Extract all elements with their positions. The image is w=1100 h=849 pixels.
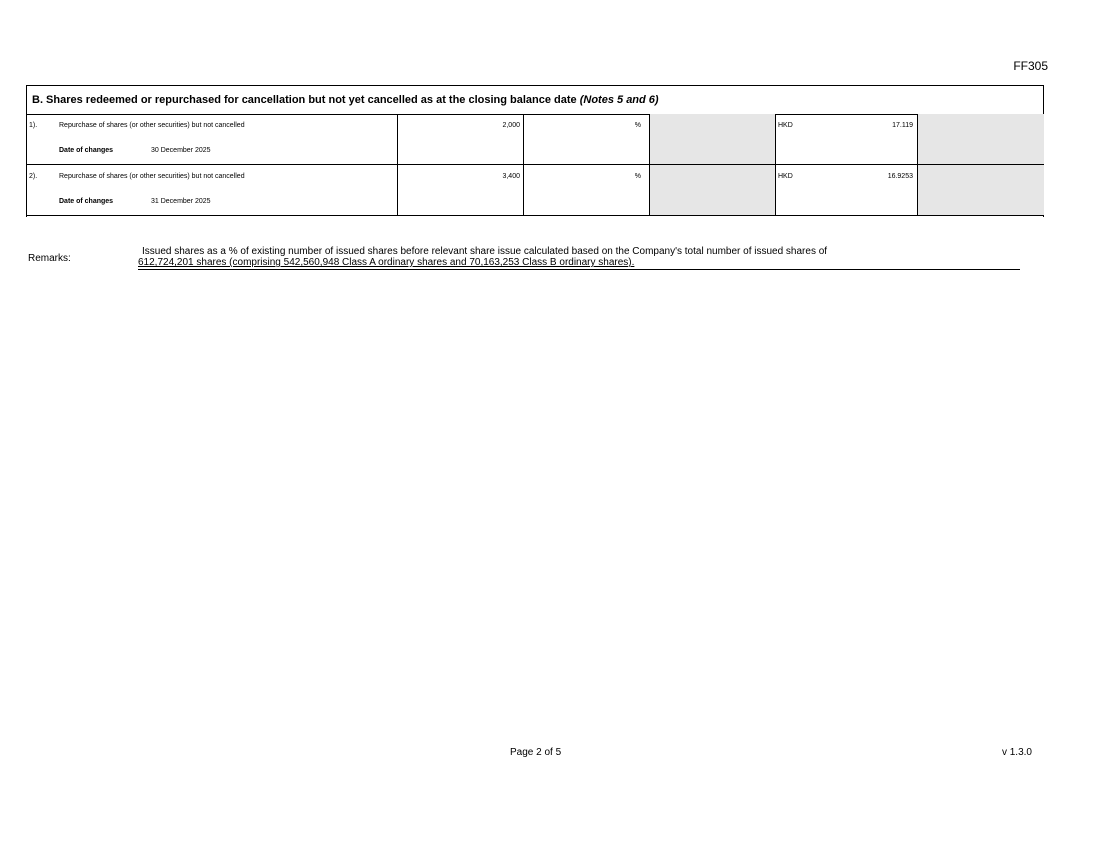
- table-row: [27, 165, 1043, 216]
- shaded-cell: [918, 165, 1044, 215]
- number-of-shares-cell: [398, 165, 524, 215]
- remarks-line-1: Issued shares as a % of existing number of issued shares before relevant share issue calculated based on the Company's total number of issued shares of: [142, 246, 828, 257]
- currency: HKD: [778, 173, 793, 180]
- shaded-cell: [650, 114, 776, 164]
- section-b-table: [26, 85, 1044, 217]
- table-row: [27, 114, 1043, 165]
- percent-cell: [524, 165, 650, 215]
- price-value: 16.9253: [887, 173, 913, 180]
- section-b-title: [27, 86, 1043, 115]
- percent-sign: %: [634, 122, 641, 129]
- row-description: Repurchase of shares (or other securities) but not cancelled: [59, 122, 245, 129]
- description-cell: [27, 114, 398, 164]
- price-cell: [776, 165, 918, 215]
- section-b-rows: [27, 114, 1043, 216]
- remarks-label: Remarks:: [28, 253, 71, 264]
- number-of-shares: 3,400: [502, 173, 520, 180]
- shaded-cell: [650, 165, 776, 215]
- remarks-text: [138, 246, 1020, 270]
- percent-sign: %: [634, 173, 641, 180]
- remarks-line-2: 612,724,201 shares (comprising 542,560,948 Class A ordinary shares and 70,163,253 Class B ordinary shares).: [138, 257, 635, 268]
- price-value: 17.119: [892, 122, 913, 129]
- page-number: Page 2 of 5: [510, 747, 562, 758]
- row-index: 2).: [29, 173, 38, 180]
- number-of-shares: 2,000: [502, 122, 520, 129]
- price-cell: [776, 114, 918, 164]
- version-label: v 1.3.0: [1001, 747, 1032, 758]
- row-description: Repurchase of shares (or other securities) but not cancelled: [59, 173, 245, 180]
- form-code: FF305: [1013, 59, 1048, 73]
- percent-cell: [524, 114, 650, 164]
- date-of-changes-label: Date of changes: [59, 198, 114, 205]
- row-index: 1).: [29, 122, 38, 129]
- currency: HKD: [778, 122, 793, 129]
- section-b-title-text: B. Shares redeemed or repurchased for cancellation but not yet cancelled as at the closing balance date: [32, 94, 577, 106]
- number-of-shares-cell: [398, 114, 524, 164]
- shaded-cell: [918, 114, 1044, 164]
- date-of-changes-value: 31 December 2025: [151, 198, 211, 205]
- section-b-notes: (Notes 5 and 6): [579, 94, 659, 106]
- description-cell: [27, 165, 398, 215]
- date-of-changes-label: Date of changes: [59, 147, 114, 154]
- date-of-changes-value: 30 December 2025: [151, 147, 211, 154]
